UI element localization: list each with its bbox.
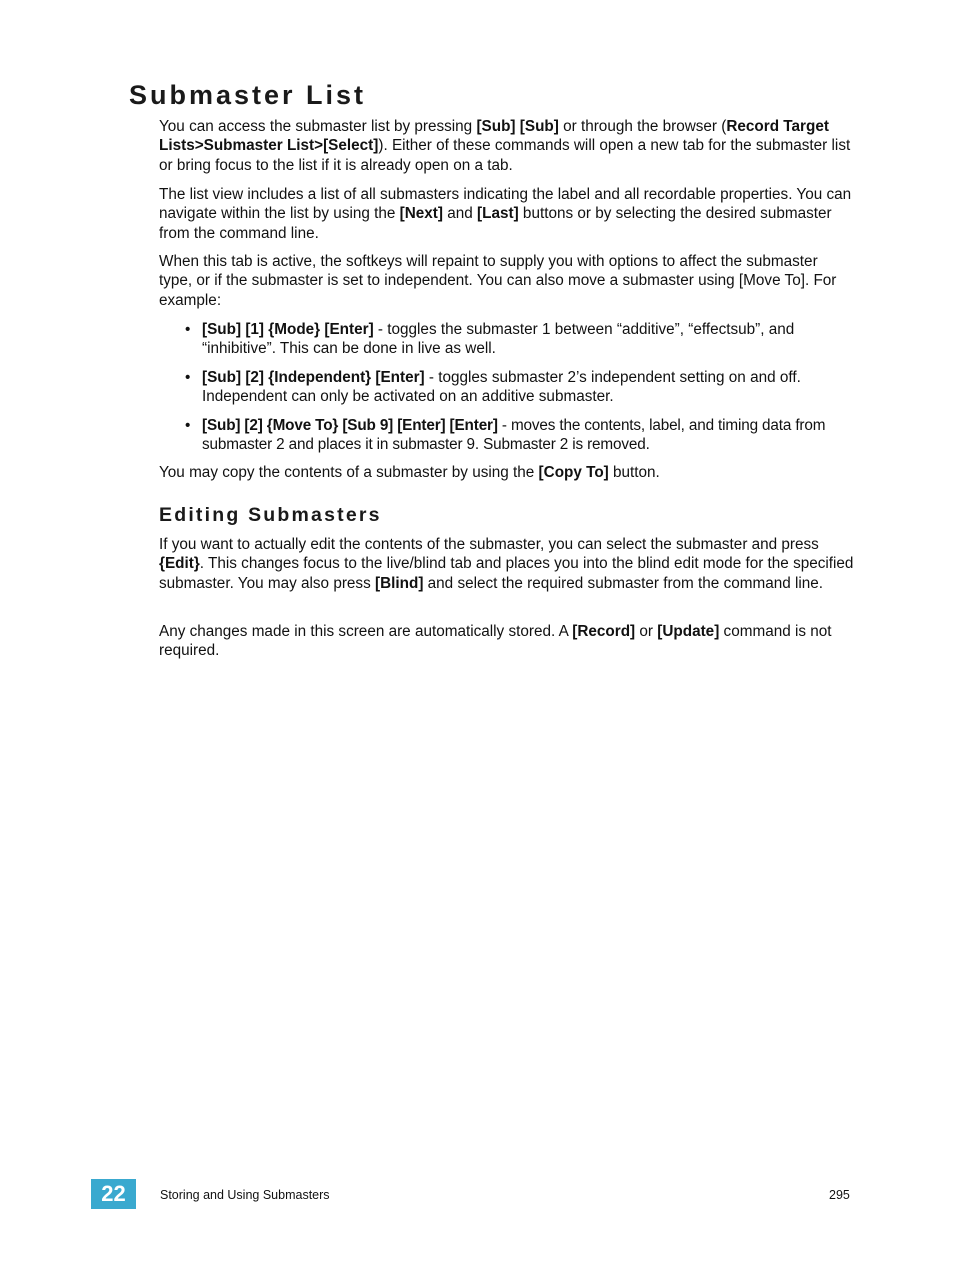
text: command is not required. (159, 623, 832, 660)
record-key: [Record] (572, 623, 636, 640)
command: [Sub] [1] {Mode} [Enter] (202, 321, 374, 338)
subsection-heading: Editing Submasters (159, 504, 382, 526)
edit-softkey: {Edit} (159, 555, 200, 573)
next-key: [Next] (399, 205, 443, 223)
text: The list view includes a list of all submasters indicating the label and all recordable properties. You can navigate within the list by using the (159, 186, 852, 223)
last-key: [Last] (477, 205, 519, 223)
text: buttons or by selecting the desired submaster from the command line. (159, 205, 832, 242)
chapter-number-badge: 22 (91, 1179, 136, 1209)
text: and select the required submaster from the command line. (423, 574, 824, 592)
bullet-item-mode (185, 320, 855, 359)
list-view-paragraph (159, 185, 854, 243)
bullet-text (202, 320, 855, 359)
text: You can access the submaster list by pressing (159, 118, 477, 135)
auto-store-paragraph (159, 622, 854, 661)
description: - toggles submaster 2’s independent setting on and off. Independent can only be activated on an additive submaster. (202, 369, 801, 406)
softkeys-paragraph: When this tab is active, the softkeys will repaint to supply you with options to affect the submaster type, or if the submaster is set to independent. You can also move a submaster using [Move To]. For example: (159, 253, 837, 309)
command: [Sub] [2] {Independent} [Enter] (202, 369, 425, 386)
editing-paragraph (159, 535, 854, 593)
text: Any changes made in this screen are automatically stored. A (159, 623, 573, 640)
text: ). Either of these commands will open a new tab for the submaster list or bring focus to the list if it is already open on a tab. (159, 137, 851, 174)
bullet-item-independent (185, 368, 855, 407)
copy-to-paragraph (159, 463, 854, 482)
text: or (635, 623, 658, 640)
text: . This changes focus to the live/blind tab and places you into the blind edit mode for the specified submaster. You may also press (159, 555, 854, 592)
bullet-text (202, 416, 855, 455)
text: or through the browser ( (558, 118, 727, 135)
copy-to-key: [Copy To] (538, 464, 609, 481)
key-sequence: [Sub] [Sub] (476, 118, 559, 135)
bullet-text (202, 368, 855, 407)
command: [Sub] [2] {Move To} [Sub 9] [Enter] [Enter] (202, 417, 498, 434)
page-number: 295 (829, 1188, 850, 1202)
description: - moves the contents, label, and timing data from submaster 2 and places it in submaster 9. Submaster 2 is removed. (202, 417, 826, 454)
section-heading: Submaster List (129, 80, 367, 110)
intro-paragraph (159, 117, 854, 175)
bullet-marker: • (185, 417, 191, 434)
browser-path: Record Target Lists>Submaster List>[Select] (159, 118, 829, 155)
text: and (443, 205, 478, 223)
description: - toggles the submaster 1 between “additive”, “effectsub”, and “inhibitive”. This can be done in live as well. (202, 321, 795, 358)
text: You may copy the contents of a submaster by using the (159, 464, 539, 481)
bullet-marker: • (185, 321, 191, 338)
footer-chapter-title: Storing and Using Submasters (160, 1188, 330, 1202)
text: If you want to actually edit the contents of the submaster, you can select the submaster and press (159, 536, 819, 553)
blind-key: [Blind] (374, 574, 424, 592)
update-key: [Update] (657, 623, 720, 640)
text: button. (608, 464, 660, 481)
bullet-item-move-to (185, 416, 855, 455)
bullet-marker: • (185, 369, 191, 386)
